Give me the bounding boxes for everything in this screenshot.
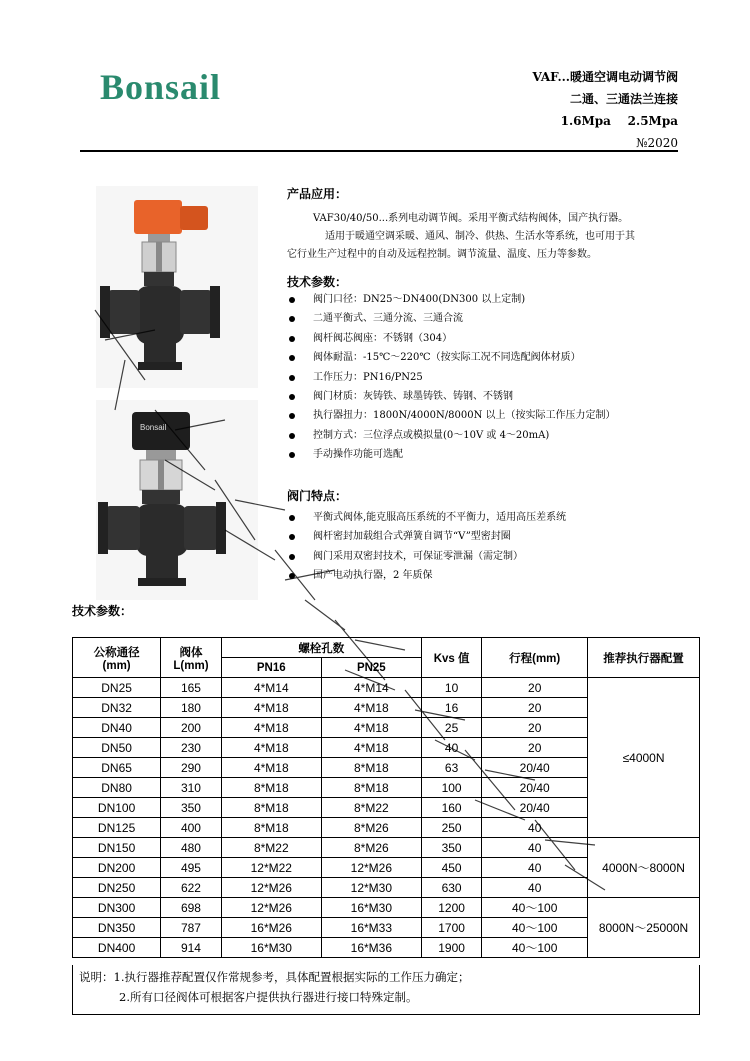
col-header-bolt: 螺栓孔数: [221, 638, 421, 658]
list-item: 阀门口径：DN25～DN400(DN300 以上定制): [287, 290, 616, 309]
cell-kvs: 350: [421, 838, 481, 858]
list-item: 平衡式阀体,能克服高压系统的不平衡力，适用高压差系统: [287, 508, 566, 527]
bullet-icon: [289, 394, 295, 400]
cell-nominal: DN32: [73, 698, 161, 718]
cell-body-length: 622: [161, 878, 222, 898]
cell-body-length: 350: [161, 798, 222, 818]
cell-nominal: DN25: [73, 678, 161, 698]
cell-pn25: 4*M14: [321, 678, 421, 698]
cell-pn25: 8*M26: [321, 818, 421, 838]
bullet-icon: [289, 316, 295, 322]
table-row: [73, 898, 700, 918]
col-header-stroke: 行程(mm): [482, 638, 588, 678]
cell-nominal: DN200: [73, 858, 161, 878]
cell-body-length: 200: [161, 718, 222, 738]
cell-stroke: 20/40: [482, 778, 588, 798]
bullet-icon: [289, 413, 295, 419]
cell-body-length: 400: [161, 818, 222, 838]
cell-pn16: 8*M22: [221, 838, 321, 858]
cell-stroke: 20: [482, 698, 588, 718]
document-header: [532, 66, 678, 154]
cell-stroke: 40～100: [482, 918, 588, 938]
cell-nominal: DN80: [73, 778, 161, 798]
cell-stroke: 20: [482, 678, 588, 698]
cell-body-length: 914: [161, 938, 222, 958]
cell-pn16: 12*M26: [221, 878, 321, 898]
table-section-title: 技术参数：: [72, 604, 133, 618]
cell-pn16: 4*M18: [221, 718, 321, 738]
application-title: 产品应用：: [287, 187, 348, 201]
cell-pn16: 8*M18: [221, 778, 321, 798]
cell-body-length: 290: [161, 758, 222, 778]
cell-pn25: 12*M30: [321, 878, 421, 898]
table-notes: [72, 965, 700, 1015]
list-item: 手动操作功能可选配: [287, 445, 616, 464]
cell-stroke: 40～100: [482, 898, 588, 918]
cell-pn16: 12*M22: [221, 858, 321, 878]
bullet-icon: [289, 336, 295, 342]
table-row: [73, 838, 700, 858]
list-item: 二通平衡式、三通分流、三通合流: [287, 309, 616, 328]
bullet-icon: [289, 433, 295, 439]
cell-kvs: 10: [421, 678, 481, 698]
cell-kvs: 250: [421, 818, 481, 838]
cell-nominal: DN400: [73, 938, 161, 958]
cell-pn25: 8*M18: [321, 778, 421, 798]
tech-params-title: 技术参数：: [287, 275, 348, 289]
cell-nominal: DN40: [73, 718, 161, 738]
product-image-orange-actuator: [96, 186, 258, 388]
cell-pn16: 4*M18: [221, 738, 321, 758]
note-line-2: 2.所有口径阀体可根据客户提供执行器进行接口特殊定制。: [119, 990, 418, 1004]
tech-params-list: [287, 290, 616, 465]
cell-nominal: DN250: [73, 878, 161, 898]
col-header-kvs: Kvs 值: [421, 638, 481, 678]
cell-kvs: 630: [421, 878, 481, 898]
cell-kvs: 1900: [421, 938, 481, 958]
bullet-icon: [289, 452, 295, 458]
note-line-1: 说明：1.执行器推荐配置仅作常规参考，具体配置根据实际的工作压力确定；: [79, 970, 470, 984]
list-item: 阀杆阀芯阀座：不锈钢（304）: [287, 329, 616, 348]
cell-body-length: 480: [161, 838, 222, 858]
cell-stroke: 20/40: [482, 798, 588, 818]
bullet-icon: [289, 355, 295, 361]
bullet-icon: [289, 554, 295, 560]
cell-kvs: 100: [421, 778, 481, 798]
bullet-icon: [289, 573, 295, 579]
cell-stroke: 40: [482, 818, 588, 838]
bullet-icon: [289, 515, 295, 521]
cell-kvs: 63: [421, 758, 481, 778]
cell-kvs: 25: [421, 718, 481, 738]
cell-kvs: 1200: [421, 898, 481, 918]
col-header-actuator: 推荐执行器配置: [588, 638, 700, 678]
col-header-pn16: PN16: [221, 658, 321, 678]
cell-pn25: 12*M26: [321, 858, 421, 878]
cell-stroke: 20: [482, 718, 588, 738]
cell-pn16: 16*M30: [221, 938, 321, 958]
cell-body-length: 310: [161, 778, 222, 798]
cell-stroke: 20: [482, 738, 588, 758]
list-item: 阀杆密封加载组合式弹簧自调节“V”型密封圈: [287, 527, 566, 546]
cell-pn25: 4*M18: [321, 718, 421, 738]
spec-table-body: [73, 678, 700, 958]
cell-pn16: 4*M18: [221, 758, 321, 778]
list-item: 执行器扭力：1800N/4000N/8000N 以上（按实际工作压力定制）: [287, 406, 616, 425]
cell-pn25: 4*M18: [321, 738, 421, 758]
bullet-icon: [289, 297, 295, 303]
cell-stroke: 40: [482, 838, 588, 858]
cell-nominal: DN350: [73, 918, 161, 938]
cell-body-length: 698: [161, 898, 222, 918]
cell-pn25: 16*M36: [321, 938, 421, 958]
cell-pn25: 8*M18: [321, 758, 421, 778]
cell-pn16: 8*M18: [221, 818, 321, 838]
cell-stroke: 20/40: [482, 758, 588, 778]
list-item: 国产电动执行器，2 年质保: [287, 566, 566, 585]
application-line-2: 适用于暖通空调采暖、通风、制冷、供热、生活水等系统，也可用于其: [325, 231, 635, 242]
cell-nominal: DN65: [73, 758, 161, 778]
cell-body-length: 787: [161, 918, 222, 938]
cell-kvs: 160: [421, 798, 481, 818]
list-item: 控制方式：三位浮点或模拟量(0～10V 或 4～20mA): [287, 426, 616, 445]
cell-stroke: 40: [482, 878, 588, 898]
cell-pn25: 16*M30: [321, 898, 421, 918]
bullet-icon: [289, 375, 295, 381]
cell-body-length: 165: [161, 678, 222, 698]
list-item: 阀体耐温：-15℃～220℃（按实际工况不同选配阀体材质）: [287, 348, 616, 367]
product-image-black-actuator: [96, 400, 258, 600]
cell-pn16: 4*M14: [221, 678, 321, 698]
cell-actuator-group: 8000N～25000N: [588, 898, 700, 958]
cell-body-length: 495: [161, 858, 222, 878]
cell-pn25: 16*M33: [321, 918, 421, 938]
cell-pn25: 8*M22: [321, 798, 421, 818]
table-row: [73, 678, 700, 698]
header-doc-number: №2020: [636, 136, 678, 150]
cell-kvs: 1700: [421, 918, 481, 938]
col-header-body-length: 阀体 L(mm): [161, 638, 222, 678]
cell-body-length: 230: [161, 738, 222, 758]
bullet-icon: [289, 534, 295, 540]
spec-table: [72, 637, 700, 958]
cell-nominal: DN150: [73, 838, 161, 858]
cell-actuator-group: 4000N～8000N: [588, 838, 700, 898]
cell-pn16: 8*M18: [221, 798, 321, 818]
cell-pn25: 4*M18: [321, 698, 421, 718]
col-header-nominal: 公称通径 (mm): [73, 638, 161, 678]
valve-features-list: [287, 508, 566, 586]
list-item: 阀门材质：灰铸铁、球墨铸铁、铸钢、不锈钢: [287, 387, 616, 406]
cell-pn16: 16*M26: [221, 918, 321, 938]
brand-logo: Bonsail: [100, 67, 222, 107]
cell-stroke: 40: [482, 858, 588, 878]
col-header-pn25: PN25: [321, 658, 421, 678]
header-title: VAF...暖通空调电动调节阀: [532, 70, 678, 84]
cell-nominal: DN50: [73, 738, 161, 758]
cell-kvs: 450: [421, 858, 481, 878]
cell-pn16: 12*M26: [221, 898, 321, 918]
cell-nominal: DN300: [73, 898, 161, 918]
application-text: [287, 210, 677, 264]
application-line-1: VAF30/40/50...系列电动调节阀。采用平衡式结构阀体，国产执行器。: [313, 213, 629, 224]
header-subtitle: 二通、三通法兰连接: [569, 92, 678, 106]
list-item: 阀门采用双密封技术，可保证零泄漏（需定制）: [287, 547, 566, 566]
cell-nominal: DN125: [73, 818, 161, 838]
cell-pn25: 8*M26: [321, 838, 421, 858]
list-item: 工作压力：PN16/PN25: [287, 368, 616, 387]
cell-nominal: DN100: [73, 798, 161, 818]
actuator-brand-label: Bonsail: [140, 423, 167, 432]
header-divider: [80, 150, 678, 152]
application-line-3: 它行业生产过程中的自动及远程控制。调节流量、温度、压力等参数。: [287, 249, 597, 260]
cell-actuator-group: ≤4000N: [588, 678, 700, 838]
valve-features-title: 阀门特点：: [287, 489, 348, 503]
header-pressure: 1.6Mpa 2.5Mpa: [560, 114, 678, 128]
cell-body-length: 180: [161, 698, 222, 718]
cell-stroke: 40～100: [482, 938, 588, 958]
cell-kvs: 40: [421, 738, 481, 758]
cell-pn16: 4*M18: [221, 698, 321, 718]
cell-kvs: 16: [421, 698, 481, 718]
